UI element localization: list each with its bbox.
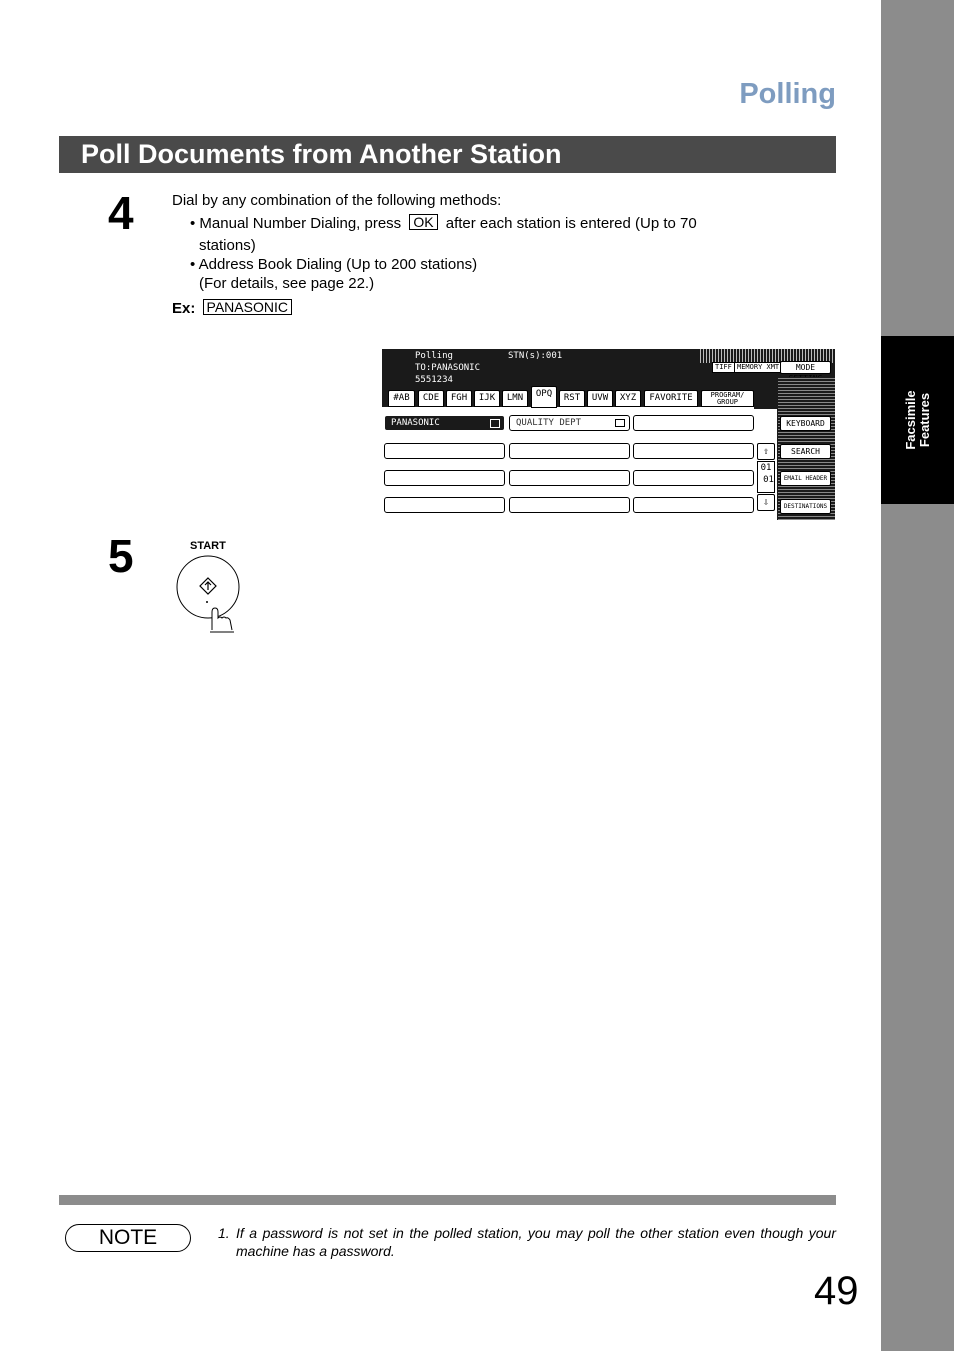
- tab-ab[interactable]: #AB: [388, 390, 415, 407]
- search-button[interactable]: SEARCH: [780, 444, 831, 459]
- station-empty[interactable]: [633, 443, 754, 459]
- tiff-badge: TIFF: [712, 362, 735, 373]
- mode-setting-button[interactable]: MODE: [780, 361, 831, 374]
- panasonic-key: PANASONIC: [203, 299, 292, 315]
- station-panasonic[interactable]: PANASONIC: [384, 415, 505, 431]
- tab-xyz[interactable]: XYZ: [615, 390, 641, 407]
- step-4-number: 4: [108, 187, 134, 239]
- step-4-intro: Dial by any combination of the following methods:: [172, 192, 502, 209]
- step-4-bullet-2-cont: (For details, see page 22.): [199, 275, 375, 292]
- email-header-button[interactable]: EMAIL HEADER: [780, 471, 831, 486]
- ok-key: OK: [409, 214, 437, 230]
- lcd-stn-count: STN(s):001: [508, 351, 563, 361]
- tab-rst[interactable]: RST: [559, 390, 585, 407]
- email-icon: [615, 419, 625, 427]
- station-empty[interactable]: [509, 443, 630, 459]
- tab-fgh[interactable]: FGH: [446, 390, 472, 407]
- memory-xmt-badge: MEMORY XMT: [734, 362, 782, 373]
- station-empty[interactable]: [384, 443, 505, 459]
- chapter-tab-label: Facsimile Features: [902, 390, 932, 450]
- station-empty[interactable]: [633, 415, 754, 431]
- arrow-up-icon: ⇧: [762, 446, 770, 457]
- note-text: If a password is not set in the polled station, you may poll the other station even though your machine has a password.: [236, 1225, 836, 1259]
- note-badge: NOTE: [65, 1224, 191, 1252]
- station-empty[interactable]: [509, 497, 630, 513]
- section-title: Poll Documents from Another Station: [59, 136, 836, 173]
- step-4-bullet-2: • Address Book Dialing (Up to 200 stations): [190, 256, 478, 273]
- chapter-title: Polling: [739, 78, 836, 110]
- station-empty[interactable]: [509, 470, 630, 486]
- tab-ijk[interactable]: IJK: [474, 390, 500, 407]
- tab-cde[interactable]: CDE: [418, 390, 444, 407]
- phone-icon: [490, 419, 500, 428]
- lcd-status-mode: Polling: [415, 351, 453, 361]
- page-side-bar: [881, 0, 954, 1351]
- note-number: 1.: [218, 1225, 230, 1241]
- destinations-button[interactable]: DESTINATIONS: [780, 499, 831, 514]
- step-5-number: 5: [108, 530, 134, 582]
- page-indicator: 01 01: [757, 461, 775, 493]
- station-empty[interactable]: [633, 470, 754, 486]
- footer-divider: [59, 1195, 836, 1205]
- station-empty[interactable]: [633, 497, 754, 513]
- lcd-screen: [382, 349, 835, 520]
- lcd-status-number: 5551234: [415, 375, 453, 385]
- scroll-up-button[interactable]: [757, 443, 775, 460]
- step-4-bullet-1-cont: stations): [199, 237, 256, 254]
- tab-program-group[interactable]: PROGRAM/ GROUP: [701, 390, 754, 407]
- tab-favorite[interactable]: FAVORITE: [644, 390, 698, 407]
- station-empty[interactable]: [384, 497, 505, 513]
- tab-uvw[interactable]: UVW: [587, 390, 613, 407]
- arrow-down-icon: ⇩: [762, 497, 770, 508]
- tab-lmn[interactable]: LMN: [502, 390, 528, 407]
- step-4-bullet-1: • Manual Number Dialing, press OK after each station is entered (Up to 70: [190, 214, 697, 232]
- page-number: 49: [814, 1269, 859, 1313]
- station-quality-dept[interactable]: QUALITY DEPT: [509, 415, 630, 431]
- chapter-tab: [881, 336, 954, 504]
- station-empty[interactable]: [384, 470, 505, 486]
- tab-opq[interactable]: OPQ: [531, 386, 557, 408]
- keyboard-button[interactable]: KEYBOARD: [780, 416, 831, 431]
- scroll-down-button[interactable]: [757, 494, 775, 511]
- start-button-label: START: [190, 540, 226, 552]
- step-4-example: Ex: PANASONIC: [172, 299, 292, 318]
- start-button-icon: [172, 552, 246, 634]
- lcd-status-to: TO:PANASONIC: [415, 363, 481, 373]
